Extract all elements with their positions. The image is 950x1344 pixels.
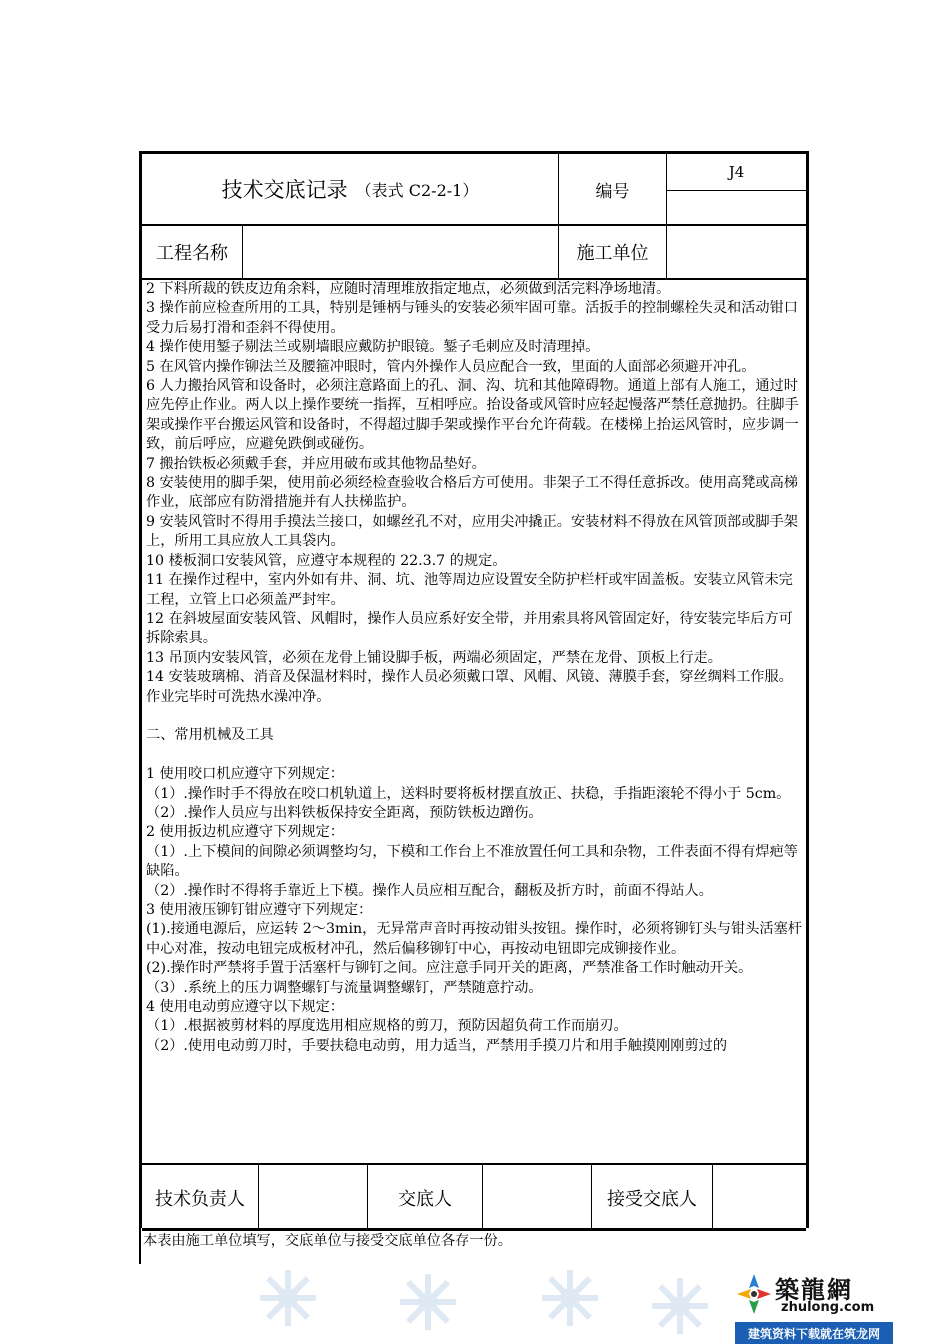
content-line: 10 楼板洞口安装风管，应遵守本规程的 22.3.7 的规定。: [146, 552, 507, 569]
snowflake-watermark-icon: [258, 1268, 318, 1328]
section-title: 二、常用机械及工具: [146, 727, 274, 744]
content-line: （1）.根据被剪材料的厚度选用相应规格的剪刀，预防因超负荷工作而崩刃。: [146, 1018, 628, 1035]
snowflake-watermark-icon: [540, 1268, 600, 1328]
handover-field[interactable]: [483, 1165, 592, 1230]
footer-note: 本表由施工单位填写，交底单位与接受交底单位各存一份。: [143, 1233, 512, 1249]
content-line: 2 下料所裁的铁皮边角余料，应随时清理堆放指定地点，必须做到活完料净场地清。: [146, 281, 671, 297]
form-header-row: [142, 154, 806, 226]
content-line: 11 在操作过程中，室内外如有井、洞、坑、池等周边应设置安全防护栏杆或牢固盖板。安装立风管未完工程，立管上口必须盖严封牢。: [146, 572, 793, 608]
content-line: 5 在风管内操作铆法兰及腰箍冲眼时，管内外操作人员应配合一致，里面的人面部必须避开冲孔。: [146, 358, 756, 375]
construction-unit-label: 施工单位: [559, 225, 667, 278]
disclosure-content: [146, 280, 806, 1160]
snowflake-watermark-icon: [398, 1272, 458, 1332]
content-line: 13 吊顶内安装风管，必须在龙骨上铺设脚手板，两端必须固定，严禁在龙骨、顶板上行走。: [146, 649, 722, 666]
form-code: （表式 C2-2-1）: [355, 180, 479, 200]
content-line: （1）.操作时手不得放在咬口机轨道上，送料时要将板材摆直放正、扶稳，手指距滚轮不得小于 5cm。: [146, 785, 791, 802]
content-line: （2）.操作时不得将手靠近上下模。操作人员应相互配合，翻板及折方时，前面不得站人。: [146, 882, 713, 899]
content-line: 9 安装风管时不得用手摸法兰接口，如螺丝孔不对，应用尖冲撬正。安装材料不得放在风管顶部或脚手架上，所用工具应放人工具袋内。: [146, 513, 798, 550]
zhulong-slogan: 建筑资料下载就在筑龙网: [735, 1322, 893, 1344]
project-row: [142, 225, 806, 280]
zhulong-brand: 築龍網: [775, 1276, 853, 1304]
content-line: （1）.上下模间的间隙必须调整均匀，下模和工作台上不准放置任何工具和杂物，工件表面不得有焊疤等缺陷。: [146, 843, 798, 880]
content-line: 2 使用扳边机应遵守下列规定：: [146, 824, 344, 841]
zhulong-url: zhulong.com: [781, 1300, 875, 1315]
title-cell: [142, 154, 559, 224]
project-name-field[interactable]: [243, 225, 559, 278]
content-line: 1 使用咬口机应遵守下列规定：: [146, 766, 344, 783]
content-line: 6 人力搬抬风管和设备时，必须注意路面上的孔、洞、沟、坑和其他障碍物。通道上部有人施工，通过时应先停止作业。两人以上操作要统一指挥，互相呼应。抬设备或风管时应轻起慢落严禁任意抛扔。往脚手架或操作平台搬运风管和设备时，不得超过脚手架或操作平台允许荷载。在楼梯上抬运风管时，应步调一致，前后呼应，应避免跌倒或碰伤。: [146, 378, 799, 453]
content-line: 3 操作前应检查所用的工具，特别是锤柄与锤头的安装必须牢固可靠。活扳手的控制螺栓失灵和活动钳口受力后易打滑和歪斜不得使用。: [146, 300, 798, 336]
content-line: 4 使用电动剪应遵守以下规定：: [146, 999, 344, 1015]
snowflake-watermark-icon: [650, 1276, 710, 1336]
number-label: 编号: [559, 154, 667, 224]
content-line: 4 操作使用錾子剔法兰或剔墙眼应戴防护眼镜。錾子毛刺应及时清理掉。: [146, 339, 600, 356]
number-value: J4: [667, 154, 806, 191]
content-line: 3 使用液压铆钉钳应遵守下列规定：: [146, 901, 373, 918]
project-name-label: 工程名称: [142, 225, 243, 278]
content-line: （2）.操作人员应与出料铁板保持安全距离，预防铁板边蹭伤。: [146, 804, 543, 821]
content-line: 14 安装玻璃棉、消音及保温材料时，操作人员必须戴口罩、风帽、风镜、薄膜手套，穿丝绸料工作服。作业完毕时可洗热水澡冲净。: [146, 669, 793, 705]
content-line: 7 搬抬铁板必须戴手套，并应用破布或其他物品垫好。: [146, 455, 486, 472]
content-line: (1).接通电源后，应运转 2～3min，无异常声音时再按动钳头按钮。操作时，必须将铆钉头与钳头活塞杆中心对准，按动电钮完成板材冲孔，然后偏移铆钉中心，再按动电钮即完成铆接作业。: [146, 921, 802, 957]
content-line: 12 在斜坡屋面安装风管、风帽时，操作人员应系好安全带，并用索具将风管固定好，待安装完毕后方可拆除索具。: [146, 610, 793, 647]
content-line: (2).操作时严禁将手置于活塞杆与铆钉之间。应注意手同开关的距离，严禁准备工作时触动开关。: [146, 960, 753, 977]
tech-disclosure-form: [139, 151, 809, 1228]
receiver-label: 接受交底人: [592, 1165, 713, 1230]
content-line: （2）.使用电动剪刀时，手要扶稳电动剪，用力适当，严禁用手摸刀片和用手触摸刚刚剪过的: [146, 1037, 728, 1054]
tech-lead-field[interactable]: [259, 1165, 368, 1230]
zhulong-mark-icon: [735, 1272, 773, 1316]
handover-label: 交底人: [368, 1165, 483, 1230]
receiver-field[interactable]: [713, 1165, 806, 1230]
left-border-extension: [139, 1228, 141, 1264]
content-line: （3）.系统上的压力调整螺钉与流量调整螺钉，严禁随意拧动。: [146, 979, 543, 996]
signature-row: [142, 1163, 806, 1231]
tech-lead-label: 技术负责人: [142, 1165, 259, 1230]
zhulong-logo[interactable]: [733, 1268, 893, 1320]
form-title: 技术交底记录: [221, 178, 348, 202]
content-line: 8 安装使用的脚手架，使用前必须经检查验收合格后方可使用。非架子工不得任意拆改。使用高凳或高梯作业，底部应有防滑措施并有人扶梯监护。: [146, 475, 798, 511]
